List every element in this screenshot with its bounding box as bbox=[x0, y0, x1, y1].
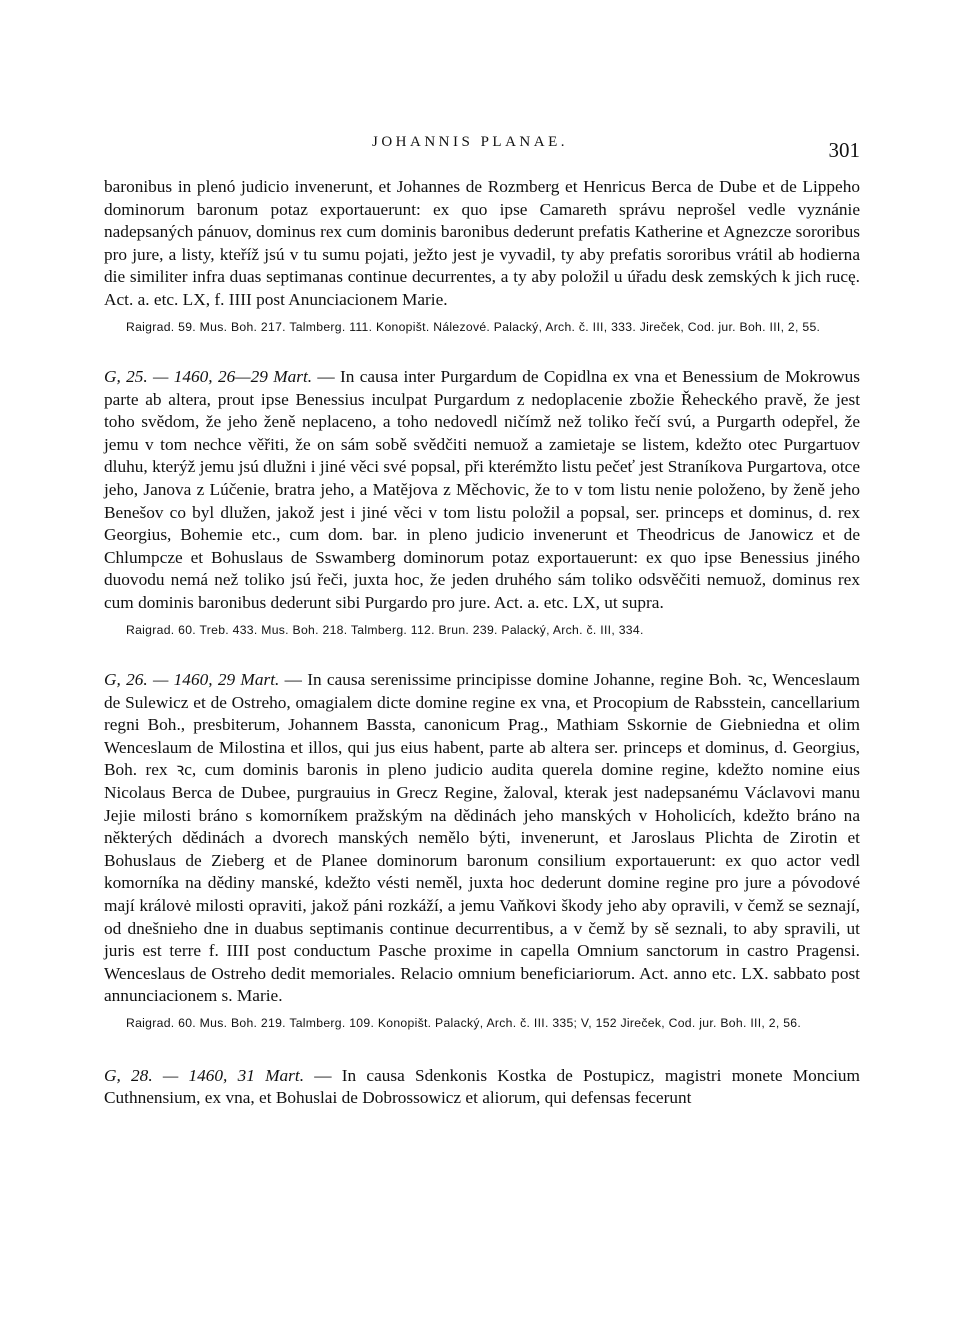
section-gap bbox=[104, 336, 860, 366]
section-gap bbox=[104, 1033, 860, 1065]
section-gap bbox=[104, 639, 860, 669]
paragraph-g28 bbox=[104, 1065, 860, 1110]
paragraph-text: — In causa inter Purgardum de Copidlna ex vna et Benessium de Mokrowus parte ab altera, prout ipse Benessius inculpat Purgardum z nedoplacenie zbožie Řeheckého pravě, že jest toho svědom, že jeho ženě neplaceno, a toho nedovedl ničímž než toliko řečí svú, a Purgarth odepřel, že jemu v tom nechce věřiti, že on sám sobě svědčiti nemuož a zamietaje se listem, kdežto otec Purgartuov dluhu, kterýž jemu jsú dlužni i jiné věci své popsal, při kterémžto listu pečeť jest Straníkova Purgartova, otce jeho, Janova z Lúčenie, bratra jeho, a Matějova z Měchovic, že to v tom listu nenie položeno, by ženě jeho Benešov co byl dlužen, jakož jest i jiné věci v tom listu položil a popsal, ser. princeps et dominus, d. rex Georgius, Bohemie etc., cum dom. bar. in pleno judicio invenerunt et Theodricus de Janowicz et de Chlumpcze et Bohuslaus de Sswamberg dominorum potaz exportauerunt: ex quo ipse Benessius jiného duovodu nemá než toliko jsú řeči, juxta hoc, že jeden druhého sám toliko odsvěčiti nemuož, dominus rex cum dominis baronibus dederunt sibi Purgardo pro jure. Act. a. etc. LX, ut supra. bbox=[104, 367, 860, 612]
entry-siglum: G, 28. — 1460, 31 Mart. bbox=[104, 1065, 305, 1085]
source-references: Raigrad. 59. Mus. Boh. 217. Talmberg. 111. Konopišt. Nálezové. Palacký, Arch. č. III, 333. Jireček, Cod. jur. Boh. III, 2, 55. bbox=[126, 319, 821, 334]
paragraph-continuation bbox=[104, 176, 860, 312]
entry-siglum: G, 25. — 1460, 26—29 Mart. bbox=[104, 367, 313, 387]
paragraph-text: — In causa serenissime principisse domine Johanne, regine Boh. ꝛc, Wenceslaum de Sulewicz et de Ostreho, omagialem dicte domine regine ex vna, et Procopium de Rabsstein, cancellarium regni Boh., presbiterum, Johannem Bassta, canonicum Prag., Mathiam Sskornie de Giebniedna et olim Wenceslaum de Milostina et illos, qui jus eius habent, parte ab altera ser. princeps et dominus, d. Georgius, Boh. rex ꝛc, cum dominis baronis in pleno judicio audita querela domine regine, kdežto nomine eius Nicolaus Berca de Dubee, purgrauius in Grecz Regine, žaloval, kterak jest nadepsanému Václavovi manu Jejie milosti bráno s komorníkem pražským na dědinách jeho manských v Hoholicích, kdežto bráno na některých dědinách a dvorech manských nemělo býti, invenerunt, et Jaroslaus Plichta de Zirotin et Bohuslaus de Zieberg et de Planee dominorum baronum consilium exportauerunt: ex quo actor vedl komorníka na dědiny manské, kdežto vésti neměl, juxta hoc dederunt domine regine pro jure a póvodové mají královė milosti opraviti, jakož páni rozkáží, a jemu Vaňkovi škody jeho aby opravili, v čemž se seznají, od dnešnieho dne in duabus septimanis continue decurrentibus, a v čemž by sě seznali, to aby spravili, ut juris est terre f. IIII post conductum Pasche proxime in capella Omnium sanctorum in castro Pragensi. Wenceslaus de Ostreho dedit memoriales. Relacio omnium beneficiariorum. Act. anno etc. LX. sabbato post annunciacionem s. Marie. bbox=[104, 670, 861, 1006]
source-references: Raigrad. 60. Mus. Boh. 219. Talmberg. 109. Konopišt. Palacký, Arch. č. III. 335; V, 152 Jireček, Cod. jur. Boh. III, 2, 56. bbox=[126, 1016, 802, 1030]
page-header bbox=[104, 134, 860, 164]
page-number: 301 bbox=[828, 138, 860, 162]
paragraph-text: — In causa Sdenkonis Kostka de Postupicz, magistri monete Moncium Cuthnensium, ex vna, et Bohuslai de Dobrossowicz et aliorum, qui defensas fecerunt bbox=[104, 1065, 860, 1108]
source-references: Raigrad. 60. Treb. 433. Mus. Boh. 218. Talmberg. 112. Brun. 239. Palacký, Arch. č. III, 334. bbox=[126, 622, 644, 637]
entry-siglum: G, 26. — 1460, 29 Mart. bbox=[104, 670, 280, 690]
paragraph-g25 bbox=[104, 366, 860, 615]
paragraph-g26 bbox=[104, 669, 860, 1008]
paragraph-text: baronibus in plenó judicio invenerunt, et Johannes de Rozmberg et Henricus Berca de Dube et de Lippeho dominorum baronum potaz exportauerunt: ex quo ipse Camareth správu neprošel vedle vyznánie nadepsaných pánuov, dominus rex cum dominis baronibus dederunt prefatis Katherine et Agnezcze sororibus pro jure, a listy, kteříž jsú v tu sumu pojati, ježto jest je vyvadil, ty aby prefatis sororibus vrátil ab hodierna die similiter infra duas septimanas continue decurrentes, a ty aby položil u úřadu desk zemských k jich rucę. Act. a. etc. LX, f. IIII post Anunciacionem Marie. bbox=[104, 177, 860, 309]
body-text bbox=[104, 176, 860, 1110]
running-head: JOHANNIS PLANAE. bbox=[372, 134, 569, 150]
